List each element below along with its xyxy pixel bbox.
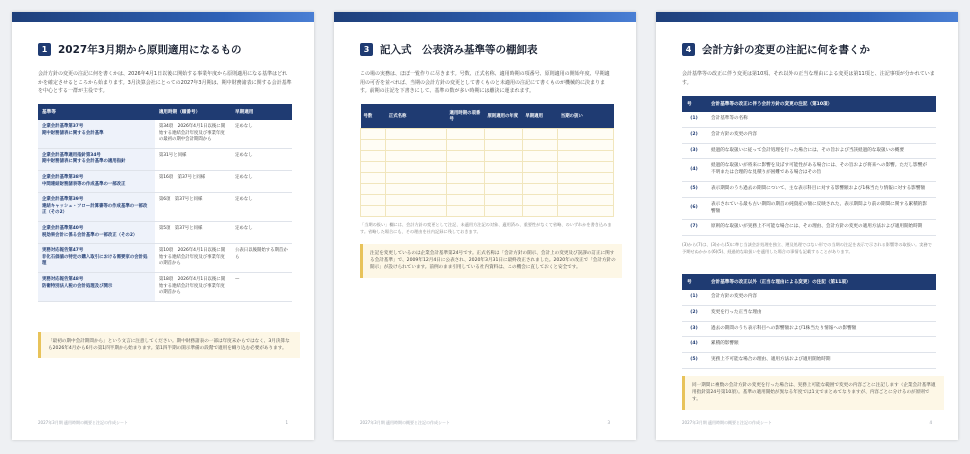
list-item <box>682 159 936 182</box>
item-number: (2) <box>682 305 706 321</box>
blank-row[interactable] <box>361 140 614 151</box>
callout-note: 「最初の期中会計期間から」という文言に注意してください。期中財務諸表の一部は年度末からではなく、3月決算なら2026年4月から6月の第1四半期から始まります。第1四半期の開示準備の段階で適用を織り込む必要があります。 <box>38 332 300 358</box>
blank-cell[interactable] <box>484 151 522 162</box>
list-item <box>682 127 936 143</box>
item-number: (1) <box>682 290 706 305</box>
standards-table <box>38 104 292 302</box>
blank-cell[interactable] <box>484 129 522 140</box>
list-item <box>682 337 936 353</box>
col-header: 当期の扱い <box>558 104 614 129</box>
table-cell: 公表日以後開始する期首から <box>231 244 292 273</box>
list-item <box>682 305 936 321</box>
blank-cell[interactable] <box>361 184 386 195</box>
table-cell: 第31号と同様 <box>155 148 231 170</box>
page-topbar <box>334 12 636 22</box>
table-row <box>38 120 292 148</box>
blank-cell[interactable] <box>522 173 557 184</box>
item-text: 累積的影響額 <box>706 337 936 353</box>
col-header: 早期適用 <box>522 104 557 129</box>
item-text: 経過的な取扱いに従って会計処理を行った場合には、その旨および当該経過的な取扱いの概要 <box>706 143 936 159</box>
list-item <box>682 321 936 337</box>
blank-cell[interactable] <box>522 162 557 173</box>
section-heading <box>682 42 870 57</box>
blank-cell[interactable] <box>386 195 447 206</box>
item-number: (5) <box>682 353 706 369</box>
page-topbar <box>656 12 958 22</box>
blank-cell[interactable] <box>522 151 557 162</box>
item-number: (4) <box>682 159 706 182</box>
section-title: 2027年3月期から原則適用になるもの <box>58 44 242 56</box>
item-text: 表示されている最も古い期間の期首の純資産の額に反映された、表示期間より前の期間に関する累積的影響額 <box>706 197 936 220</box>
table-caption: (3)から(7)は、(3)から(5)に準じ当該会計処理を独立、遡及処理ではない形での当期の注記を表示で示される影響等の取扱い。実務で予期せぬかかる(6)(5)、経過的な取扱いを適用した場合の事情も記載することがあります。 <box>682 242 932 254</box>
page-4 <box>656 12 958 440</box>
blank-cell[interactable] <box>484 195 522 206</box>
table-cell: 第10項 2026年4月1日以後に開始する連結会計年度及び事業年度の期首から <box>155 244 231 273</box>
table-row <box>38 193 292 222</box>
table-cell: 定めなし <box>231 120 292 148</box>
blank-cell[interactable] <box>361 162 386 173</box>
footer-title: 2027年3月期 適用時期の概要と注記の作成シート <box>682 420 772 425</box>
col-header: 会計基準等の改正に伴う会計方針の変更の注記（第10項） <box>706 96 936 112</box>
list-item <box>682 353 936 369</box>
blank-cell[interactable] <box>361 129 386 140</box>
section-title: 記入式 公表済み基準等の棚卸表 <box>380 44 538 56</box>
page-1 <box>12 12 314 440</box>
blank-cell[interactable] <box>522 184 557 195</box>
col-header: 適用時期（順番号） <box>155 104 231 120</box>
item-text: 会計方針の変更の内容 <box>706 127 936 143</box>
table-cell: 企業会計基準第40号 税効果会計に係る会計基準の一部改正（その2） <box>38 221 155 243</box>
table-cell: 第6項 第37号と同様 <box>155 193 231 222</box>
table-caption: 「当期の扱い」欄には、会計方針の変更として注記、未適用方注記の対象、適用済み、重要性がなくて省略、のいずれかを書き込みます。省略した場合にも、その理由を社内記録に残しておきます。 <box>360 222 612 234</box>
blank-cell[interactable] <box>484 173 522 184</box>
blank-cell[interactable] <box>522 206 557 217</box>
table-cell: 定めなし <box>231 148 292 170</box>
blank-cell[interactable] <box>447 206 485 217</box>
list-item <box>682 143 936 159</box>
blank-cell[interactable] <box>447 140 485 151</box>
blank-cell[interactable] <box>361 151 386 162</box>
table-cell: 企業会計基準第39号 連結キャッシュ・フロー計算書等の作成基準の一部改正（その2） <box>38 193 155 222</box>
list-item <box>682 290 936 305</box>
footer-title: 2027年3月期 適用時期の概要と注記の作成シート <box>38 420 128 425</box>
blank-cell[interactable] <box>386 162 447 173</box>
item-text: 実務上不可能な場合の理由、適用方法および適用開始時期 <box>706 353 936 369</box>
item-text: 会計方針の変更の内容 <box>706 290 936 305</box>
page-topbar <box>12 12 314 22</box>
page-number: 1 <box>285 420 288 425</box>
item-text: 原則的な取扱いが実務上不可能な場合には、その理由、会計方針の変更の適用方法および適用開始時期 <box>706 220 936 236</box>
col-header: 原則適用の年度 <box>484 104 522 129</box>
callout-note: 注記を変更しているのは企業会計基準第24号です。正式名称は「会計方針の開示、会計上の変更及び誤謬の訂正に関する会計基準」で、2009年12月4日に公表され、2020年3月31日に最終改正されました。2020年の改正で「会計方針の開示」が設けられています。前例のまま引用している社内資料は、この機会に直しておくと安全です。 <box>360 244 622 278</box>
table-row <box>38 244 292 273</box>
item-number: (7) <box>682 220 706 236</box>
blank-row[interactable] <box>361 184 614 195</box>
section-number: 1 <box>38 43 51 56</box>
col-header: 会計基準等の改正以外（正当な理由による変更）の注記（第11項） <box>706 274 936 290</box>
intro-paragraph: 会計基準等の改正に伴う変更は第10項、それ以外の正当な理由による変更は第11項と、注記事項が分かれています。 <box>682 71 935 86</box>
blank-cell[interactable] <box>447 151 485 162</box>
blank-row[interactable] <box>361 206 614 217</box>
col-header: 号数 <box>361 104 386 129</box>
blank-cell[interactable] <box>361 140 386 151</box>
blank-cell[interactable] <box>558 129 614 140</box>
section-title: 会計方針の変更の注記に何を書くか <box>702 44 870 56</box>
blank-cell[interactable] <box>386 173 447 184</box>
section-heading <box>38 42 242 57</box>
page-footer <box>360 420 610 426</box>
blank-cell[interactable] <box>447 184 485 195</box>
item-text: 経過的な取扱いが将来に影響を及ぼす可能性がある場合には、その旨および将来への影響。ただし影響が不明または合理的な見積りが困難である場合はその旨 <box>706 159 936 182</box>
intro-paragraph: 会計方針の変更の注記に何を書くかは、2026年4月1日以後に開始する事業年度から原則適用になる基準はどれかを確定させるところから始まります。3月決算会社にとっての2027年3月期は、期中財務諸表に関する会計基準を中心とする一群が主役です。 <box>38 71 292 94</box>
page-3 <box>334 12 636 440</box>
notes-table-10 <box>682 96 936 236</box>
item-number: (5) <box>682 181 706 197</box>
blank-cell[interactable] <box>484 140 522 151</box>
blank-cell[interactable] <box>386 151 447 162</box>
table-row <box>38 221 292 243</box>
blank-cell[interactable] <box>386 206 447 217</box>
col-header: 号 <box>682 274 706 290</box>
footer-title: 2027年3月期 適用時期の概要と注記の作成シート <box>360 420 450 425</box>
item-number: (4) <box>682 337 706 353</box>
blank-cell[interactable] <box>447 162 485 173</box>
blank-row[interactable] <box>361 129 614 140</box>
blank-cell[interactable] <box>484 206 522 217</box>
col-header: 適用時期の項番号 <box>447 104 485 129</box>
blank-cell[interactable] <box>386 129 447 140</box>
table-cell: 実務対応報告第48号 防衛特別法人税の会計処理及び開示 <box>38 272 155 301</box>
section-heading <box>360 42 538 57</box>
page-number: 4 <box>929 420 932 425</box>
list-item <box>682 181 936 197</box>
table-cell: 第5項 第37号と同様 <box>155 221 231 243</box>
col-header: 早期適用 <box>231 104 292 120</box>
blank-row[interactable] <box>361 162 614 173</box>
blank-cell[interactable] <box>522 140 557 151</box>
section-number: 4 <box>682 43 695 56</box>
table-cell: 第34項 2026年4月1日以後に開始する連結会計年度及び事業年度の最初の期中会計期間から <box>155 120 231 148</box>
table-cell: 第16項 第37号と同様 <box>155 170 231 192</box>
blank-cell[interactable] <box>558 206 614 217</box>
blank-cell[interactable] <box>386 184 447 195</box>
blank-row[interactable] <box>361 151 614 162</box>
blank-cell[interactable] <box>361 173 386 184</box>
col-header: 正式名称 <box>386 104 447 129</box>
blank-cell[interactable] <box>484 184 522 195</box>
table-cell: 企業会計基準第38号 中間連結財務諸表等の作成基準の一部改正 <box>38 170 155 192</box>
list-item <box>682 112 936 127</box>
blank-cell[interactable] <box>447 195 485 206</box>
list-item <box>682 197 936 220</box>
callout-note: 同一期間に複数の会計方針の変更を行った場合は、実務上可能な範囲で変更の内容ごとに注記します（企業会計基準適用指針第24号第10項）。基準の適用開始が異なる年度では1文でまとめてなりますが、内容ごとに分けるのが原則です。 <box>682 376 944 410</box>
item-text: 会計基準等の名称 <box>706 112 936 127</box>
blank-cell[interactable] <box>558 195 614 206</box>
table-row <box>38 272 292 301</box>
table-cell: 定めなし <box>231 193 292 222</box>
col-header: 基準等 <box>38 104 155 120</box>
blank-cell[interactable] <box>361 195 386 206</box>
blank-cell[interactable] <box>484 162 522 173</box>
blank-cell[interactable] <box>522 195 557 206</box>
table-cell: 第18項 2026年4月1日以後に開始する連結会計年度及び事業年度の期首から <box>155 272 231 301</box>
blank-cell[interactable] <box>558 162 614 173</box>
table-cell: 実務対応報告第47号 非化石価値の特定の購入取引における需要家の会計処理 <box>38 244 155 273</box>
blank-cell[interactable] <box>361 206 386 217</box>
table-cell: — <box>231 272 292 301</box>
list-item <box>682 220 936 236</box>
blank-cell[interactable] <box>558 151 614 162</box>
table-cell: 定めなし <box>231 221 292 243</box>
blank-cell[interactable] <box>447 129 485 140</box>
item-number: (6) <box>682 197 706 220</box>
item-text: 過去の期間のうち表示科目への影響額および1株当たり情報への影響額 <box>706 321 936 337</box>
table-cell: 企業会計基準適用指針第34号 期中財務諸表に関する会計基準の適用指針 <box>38 148 155 170</box>
table-cell: 定めなし <box>231 170 292 192</box>
page-footer <box>38 420 288 426</box>
item-text: 変更を行った正当な理由 <box>706 305 936 321</box>
col-header: 号 <box>682 96 706 112</box>
page-footer <box>682 420 932 426</box>
item-number: (2) <box>682 127 706 143</box>
intro-paragraph: この場の実務は、ほぼ一覧作りに尽きます。号数、正式名称、適用時期の項番号、原則適用の開始年度、早期適用の可否を並べれば、当期の会計方針の変更として書くものと未適用の注記にて書くものが機械的に決まります。前期の注記を下書きにして、基準の数が多い時期には離決に運まれます。 <box>360 71 610 94</box>
table-row <box>38 170 292 192</box>
inventory-table <box>360 104 614 217</box>
blank-cell[interactable] <box>447 173 485 184</box>
item-number: (3) <box>682 321 706 337</box>
blank-cell[interactable] <box>558 173 614 184</box>
item-text: 表示期間のうち過去の期間について、主な表示科目に対する影響額および1株当たり情報に対する影響額 <box>706 181 936 197</box>
table-row <box>38 148 292 170</box>
blank-row[interactable] <box>361 195 614 206</box>
blank-row[interactable] <box>361 173 614 184</box>
blank-cell[interactable] <box>558 140 614 151</box>
blank-cell[interactable] <box>558 184 614 195</box>
item-number: (1) <box>682 112 706 127</box>
blank-cell[interactable] <box>386 140 447 151</box>
page-number: 3 <box>607 420 610 425</box>
item-number: (3) <box>682 143 706 159</box>
notes-table-11 <box>682 274 936 369</box>
table-cell: 企業会計基準第37号 期中財務諸表に関する会計基準 <box>38 120 155 148</box>
section-number: 3 <box>360 43 373 56</box>
blank-cell[interactable] <box>522 129 557 140</box>
